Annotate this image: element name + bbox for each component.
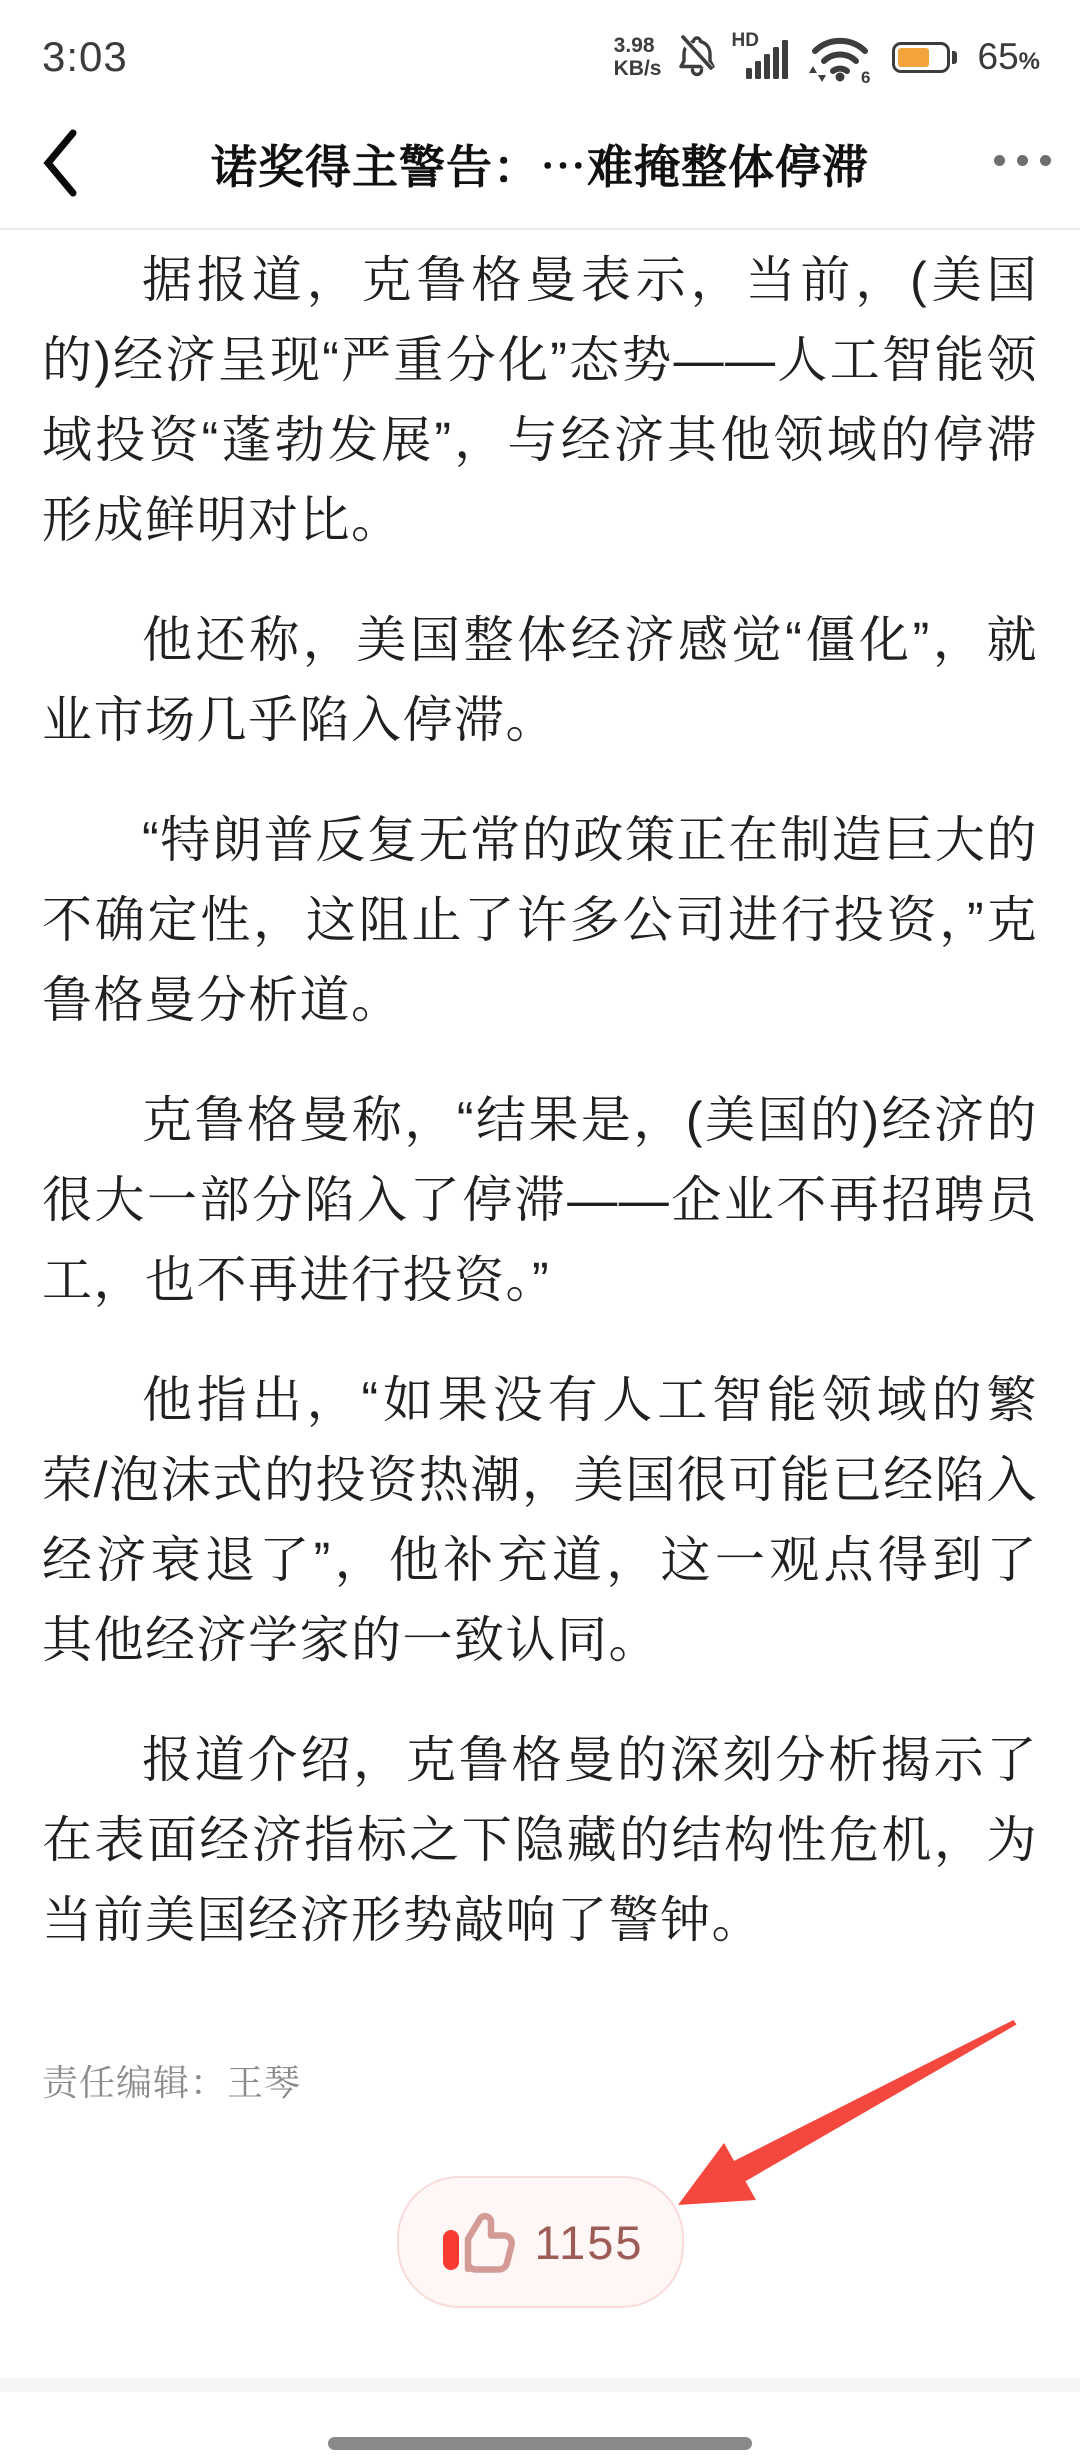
like-count: 1155 (534, 2215, 644, 2269)
article-paragraph: 报道介绍，克鲁格曼的深刻分析揭示了在表面经济指标之下隐藏的结构性危机，为当前美国经济形势敲响了警钟。 (42, 1732, 1038, 1948)
more-dots-icon (994, 155, 1005, 166)
battery-percent-label: 65% (977, 36, 1040, 77)
status-bar (0, 0, 1080, 100)
bell-slash-icon (679, 33, 715, 82)
article-paragraph: 他指出，“如果没有人工智能领域的繁荣/泡沫式的投资热潮，美国很可能已经陷入经济衰退了”，他补充道，这一观点得到了其他经济学家的一致认同。 (42, 1372, 1038, 1668)
article-paragraph: “特朗普反复无常的政策正在制造巨大的不确定性，这阻止了许多公司进行投资，”克鲁格曼分析道。 (42, 812, 1038, 1028)
signal-bars (746, 40, 788, 79)
bottom-divider-band (0, 2378, 1080, 2392)
clock: 3:03 (42, 33, 128, 80)
battery-icon (892, 42, 957, 73)
back-button[interactable] (30, 114, 90, 214)
home-indicator[interactable] (328, 2437, 752, 2450)
wifi-icon (805, 27, 875, 88)
article-paragraph: 据报道，克鲁格曼表示，当前，(美国的)经济呈现“严重分化”态势——人工智能领域投资“蓬勃发展”，与经济其他领域的停滞形成鲜明对比。 (42, 252, 1038, 548)
nav-bar (0, 100, 1080, 230)
thumbs-up-icon (436, 2203, 516, 2282)
network-speed-value: 3.98 (613, 34, 655, 57)
wifi-standard-label: 6 (860, 67, 870, 83)
article-paragraph: 克鲁格曼称，“结果是，(美国的)经济的很大一部分陷入了停滞——企业不再招聘员工，也不再进行投资。” (42, 1092, 1038, 1308)
page-title: 诺奖得主警告：⋯难掩整体停滞 (211, 142, 869, 193)
like-button[interactable] (397, 2176, 684, 2308)
hd-badge: HD (731, 30, 759, 51)
cellular-signal-icon (731, 30, 788, 81)
editor-credit: 责任编辑：王琴 (42, 2062, 302, 2103)
status-icon-cluster (614, 27, 1040, 88)
chevron-left-icon (41, 128, 79, 201)
battery-fill (898, 48, 929, 67)
more-options-button[interactable] (982, 120, 1062, 200)
network-speed-indicator (614, 34, 662, 80)
network-speed-unit: KB/s (613, 57, 662, 80)
article-body (0, 232, 1080, 2308)
article-paragraph: 他还称，美国整体经济感觉“僵化”，就业市场几乎陷入停滞。 (42, 612, 1038, 748)
